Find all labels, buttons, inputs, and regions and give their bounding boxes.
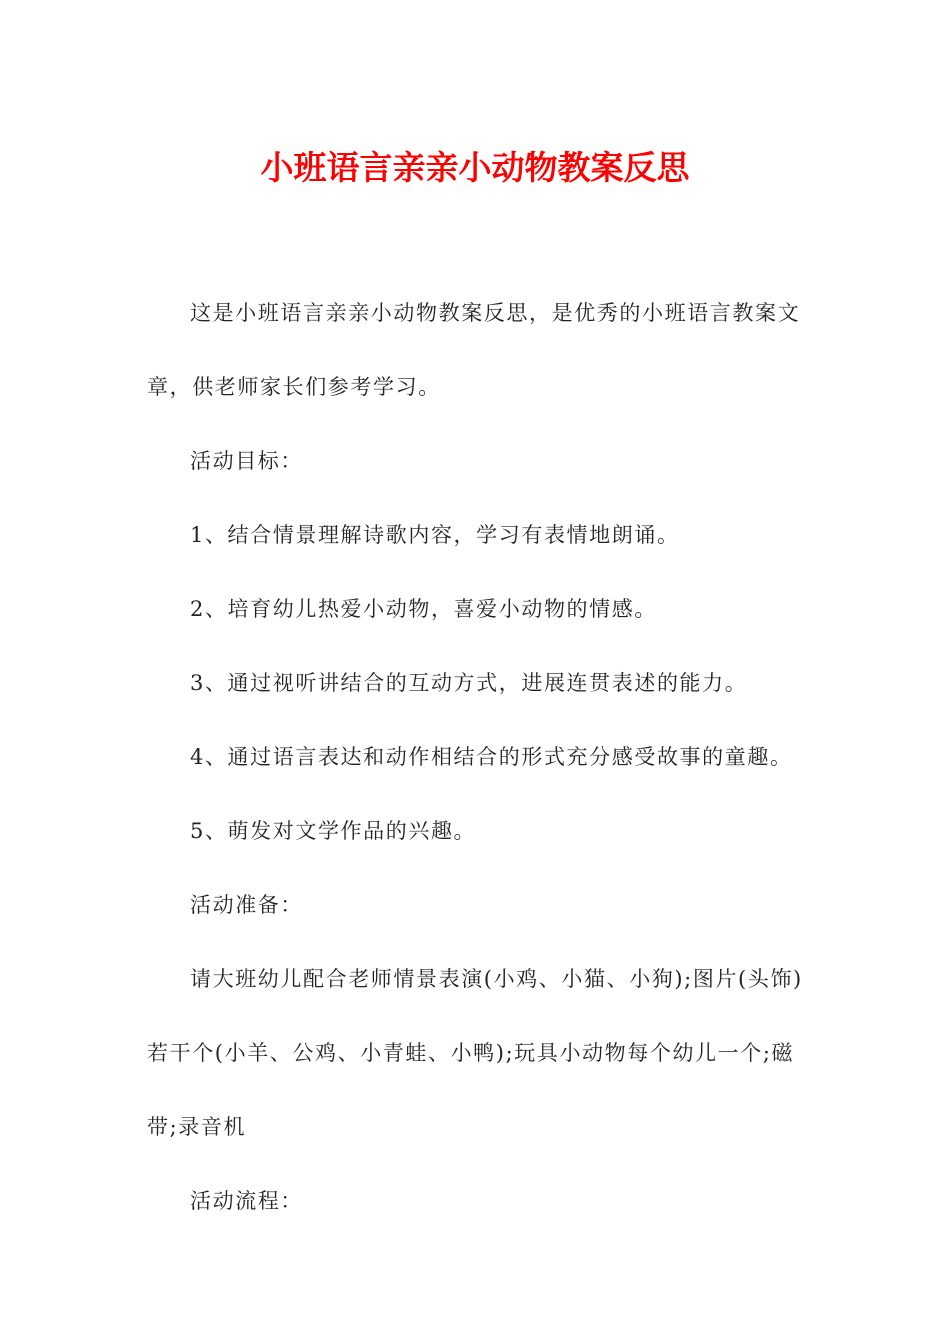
section-heading-goals: 活动目标：: [190, 449, 303, 473]
goal-item-3: 3、通过视听讲结合的互动方式，进展连贯表述的能力。: [190, 671, 748, 695]
intro-paragraph: [147, 276, 807, 424]
section-heading-preparation: 活动准备：: [190, 893, 303, 917]
text-line: 若干个(小羊、公鸡、小青蛙、小鸭);玩具小动物每个幼儿一个;磁: [147, 1041, 795, 1065]
preparation-paragraph: [147, 942, 807, 1164]
text-line: 这是小班语言亲亲小动物教案反思，是优秀的小班语言教案文: [190, 301, 801, 325]
goal-item-1: 1、结合情景理解诗歌内容，学习有表情地朗诵。: [190, 523, 680, 547]
text-line: 章，供老师家长们参考学习。: [147, 375, 441, 399]
goal-item-2: 2、培育幼儿热爱小动物，喜爱小动物的情感。: [190, 597, 657, 621]
goal-item-5: 5、萌发对文学作品的兴趣。: [190, 819, 477, 843]
section-heading-process: 活动流程：: [190, 1189, 303, 1213]
page-title: 小班语言亲亲小动物教案反思: [260, 148, 690, 187]
document-body: [147, 276, 807, 1238]
text-line: 请大班幼儿配合老师情景表演(小鸡、小猫、小狗);图片(头饰): [190, 967, 803, 991]
goal-item-4: 4、通过语言表达和动作相结合的形式充分感受故事的童趣。: [190, 745, 793, 769]
text-line: 带;录音机: [147, 1115, 247, 1139]
